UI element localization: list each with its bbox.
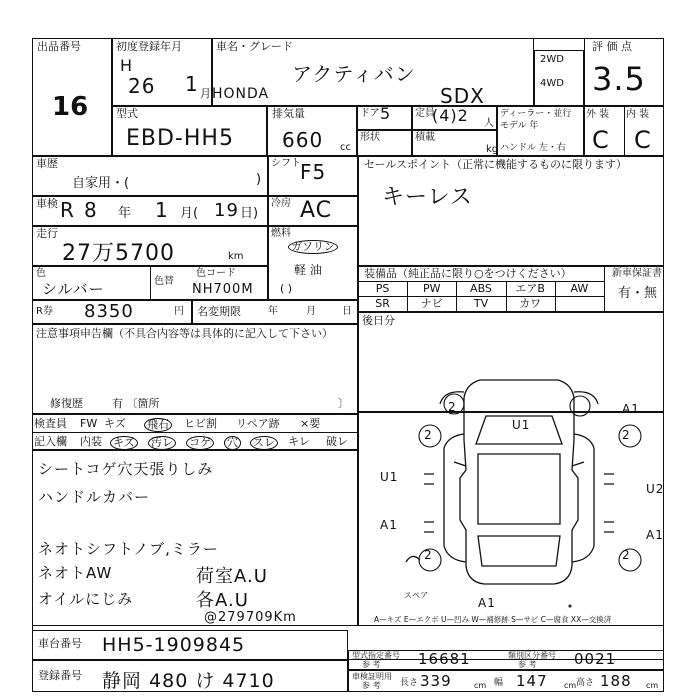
comment-right-line: 荷室A.U	[196, 566, 268, 587]
history-box	[32, 156, 268, 196]
damage-mark: U1	[380, 470, 399, 484]
inspector-item-2: 汚レ	[148, 436, 176, 450]
shape-label: 形状	[360, 132, 380, 143]
equipment-item: ナビ	[420, 297, 443, 310]
deadline-day: 日	[342, 306, 352, 317]
ac-value: AC	[300, 198, 333, 223]
width-label: 幅	[494, 678, 504, 688]
type-sub: 参 考	[362, 660, 381, 669]
doors-label: ドア	[360, 108, 380, 119]
inspection-day-unit: 日)	[240, 206, 259, 221]
model-value: EBD-HH5	[126, 126, 234, 151]
car-name: アクティバン	[292, 62, 416, 86]
inspection-day: 19	[214, 200, 239, 221]
inspection-month: 1	[155, 198, 169, 222]
inspection-era: R	[60, 198, 75, 222]
equipment-label: 装備品（純正品に限り○をつけください）	[364, 267, 572, 280]
lot-label: 出品番号	[37, 40, 81, 53]
inspector-item-2: キズ	[110, 436, 138, 450]
mileage-unit: km	[228, 251, 244, 262]
inspector-item-1: ヒビ割	[184, 417, 217, 430]
damage-mark: 2	[424, 428, 433, 442]
equipment-item: エアB	[515, 282, 545, 295]
reg-month-unit: 月	[200, 87, 211, 100]
dealer-label: ディーラー・並行	[500, 109, 572, 119]
equipment-col-line	[407, 281, 408, 312]
displacement-value: 660	[282, 128, 324, 152]
inspector-item-2: コゲ	[186, 436, 214, 450]
int-label: 内 装	[626, 109, 650, 120]
equipment-item: SR	[375, 297, 390, 310]
sales-label: セールスポイント（正常に機能するものに限ります）	[364, 158, 628, 171]
equipment-item: AW	[570, 282, 589, 295]
class-value: 0021	[574, 650, 617, 668]
inspection-year: 8	[84, 198, 98, 222]
damage-mark: 2	[622, 548, 631, 562]
reg-era: H	[120, 56, 134, 75]
damage-mark: A1	[380, 518, 398, 532]
length-unit: cm	[474, 681, 487, 690]
score-value: 3.5	[592, 60, 646, 98]
reg-year: 26	[128, 74, 156, 98]
inspector-fw: FW	[80, 417, 98, 430]
repair-value: 有 〔箇所	[112, 397, 160, 410]
type-value: 16681	[418, 650, 471, 668]
inspection-year-unit: 年	[118, 206, 132, 221]
inspector-item-1: キズ	[104, 417, 126, 430]
comment-line: オイルにじみ	[38, 590, 134, 608]
comment-right-line: 各A.U	[196, 590, 249, 611]
height-value: 188	[600, 672, 632, 690]
rear-label: 後日分	[362, 314, 395, 327]
equipment-item: TV	[473, 297, 489, 310]
inspector-item-1: 飛石	[144, 418, 172, 432]
shift-value: F5	[300, 160, 327, 184]
inspector-item-1: リペア跡	[236, 417, 280, 430]
equipment-item: PW	[423, 282, 441, 295]
drive-4wd: 4WD	[540, 78, 564, 89]
sales-box	[358, 156, 664, 266]
inspector-item-2: 穴	[224, 436, 241, 450]
comment-line: ネオトシフトノブ,ミラー	[38, 540, 219, 558]
capacity-unit: 人	[484, 118, 494, 129]
equipment-item: カワ	[519, 297, 542, 310]
notes-label: 注意事項申告欄（不具合内容等は具体的に記入して下さい）	[36, 327, 333, 340]
inspector-naisou: 内装	[80, 435, 102, 448]
inspector-item-2: キレ	[288, 435, 310, 448]
chassis-label: 車台番号	[38, 637, 82, 650]
warranty-label: 新車保証書	[612, 268, 662, 279]
equipment-warranty-divider	[604, 266, 605, 312]
equipment-item: PS	[375, 282, 390, 295]
load-unit: kg	[486, 144, 499, 155]
capacity-label: 定員	[415, 108, 435, 119]
drive-2wd: 2WD	[540, 54, 564, 65]
recycle-unit: 円	[174, 306, 184, 317]
height-unit: cm	[646, 681, 659, 690]
damage-mark: A1	[622, 402, 640, 416]
chassis-value: HH5-1909845	[102, 634, 246, 656]
repair-close: 〕	[338, 397, 349, 410]
damage-mark: 2	[448, 400, 457, 414]
length-value: 339	[420, 672, 452, 690]
handle-label: ハンドル 左・右	[500, 143, 566, 153]
damage-mark: A1	[646, 528, 664, 542]
model-year-label: モデル 年	[500, 121, 539, 131]
grade: SDX	[440, 84, 485, 108]
displacement-label: 排気量	[272, 107, 305, 120]
comment-right-line: @279709Km	[204, 610, 297, 625]
ext-grade: C	[592, 126, 610, 154]
fuel-paren: ( )	[280, 282, 293, 295]
height-label: 高さ	[576, 678, 595, 688]
history-close: )	[256, 172, 262, 187]
repair-label: 修復歴	[50, 397, 83, 410]
color-code: NH700M	[192, 282, 254, 297]
mileage-value: 27万5700	[62, 241, 175, 266]
color-change-label: 色替	[154, 276, 174, 287]
color-value: シルバー	[42, 280, 105, 298]
mileage-label: 走行	[36, 227, 58, 240]
damage-mark: U1	[512, 418, 531, 432]
comment-line: シートコゲ穴天張りしみ	[38, 460, 214, 478]
width-unit: cm	[564, 681, 577, 690]
lot-number: 16	[52, 92, 89, 122]
damage-mark: 2	[622, 428, 631, 442]
maker-name: HONDA	[212, 86, 270, 102]
fuel-gas: ガソリン	[288, 240, 338, 254]
inspection-month-unit: 月(	[180, 206, 199, 221]
comment-line: ハンドルカバー	[38, 488, 151, 506]
damage-mark: U2	[646, 482, 665, 496]
entry-label: 記入欄	[34, 435, 67, 448]
ext-label: 外 装	[586, 109, 610, 120]
inspection-label: 車検	[36, 197, 58, 210]
width-value: 147	[516, 672, 548, 690]
inspector-item-2: 破レ	[326, 435, 348, 448]
shift-label: シフト	[271, 158, 301, 169]
equipment-col-line	[506, 281, 507, 312]
equipment-item: ABS	[470, 282, 492, 295]
recycle-value: 8350	[84, 301, 134, 322]
damage-mark: 2	[424, 548, 433, 562]
doors-value: 5	[380, 104, 392, 123]
fuel-label: 燃料	[271, 228, 291, 239]
inspector-item-2: スレ	[250, 436, 278, 450]
ext-int-divider	[624, 106, 625, 156]
inspector-item-1: ×要	[300, 417, 321, 430]
warranty-value: 有・無	[618, 286, 658, 301]
ac-label: 冷房	[271, 198, 291, 209]
plate-label: 登録番号	[38, 669, 82, 682]
comment-line: ネオトAW	[38, 564, 113, 582]
length-label: 長さ	[400, 678, 419, 688]
equipment-col-line	[456, 281, 457, 312]
score-label: 評 価 点	[592, 40, 632, 53]
model-label: 型式	[116, 107, 138, 120]
color-code-label: 色コード	[196, 268, 236, 279]
reg-month: 1	[185, 72, 199, 96]
damage-mark: A1	[478, 596, 496, 610]
color-label: 色	[36, 268, 46, 279]
inspector-label: 検査員	[34, 417, 67, 430]
fuel-diesel: 軽 油	[294, 263, 322, 277]
class-sub: 参 考	[518, 660, 537, 669]
history-value: 自家用・(	[72, 176, 130, 191]
plate-value: 静岡 480 け 4710	[102, 670, 275, 692]
size-sub: 参 考	[362, 681, 381, 690]
maker-label: 車名・グレード	[216, 40, 293, 53]
deadline-month: 月	[306, 306, 316, 317]
class-label: 類別区分番号	[508, 651, 556, 660]
load-label: 積載	[415, 132, 435, 143]
spare-label: スペア	[404, 591, 428, 600]
deadline-year: 年	[268, 306, 278, 317]
color-divider	[150, 266, 151, 300]
type-label: 型式指定番号	[352, 651, 400, 660]
inspector-divider	[32, 432, 358, 433]
int-grade: C	[634, 126, 652, 154]
sales-value: キーレス	[382, 185, 473, 210]
capacity-value: (4)2	[432, 106, 469, 125]
displacement-unit: cc	[340, 142, 351, 153]
history-label: 車歴	[36, 157, 58, 170]
equipment-col-line	[555, 281, 556, 312]
deadline-label: 名変期限	[197, 305, 241, 318]
recycle-label: R券	[36, 306, 53, 317]
first-reg-label: 初度登録年月	[116, 40, 182, 53]
legend: A—キズ E—エクボ U—凹み W—補修跡 S—サビ C—腐食 XX—交換済	[374, 615, 612, 624]
size-label: 車検証明用	[352, 672, 392, 681]
